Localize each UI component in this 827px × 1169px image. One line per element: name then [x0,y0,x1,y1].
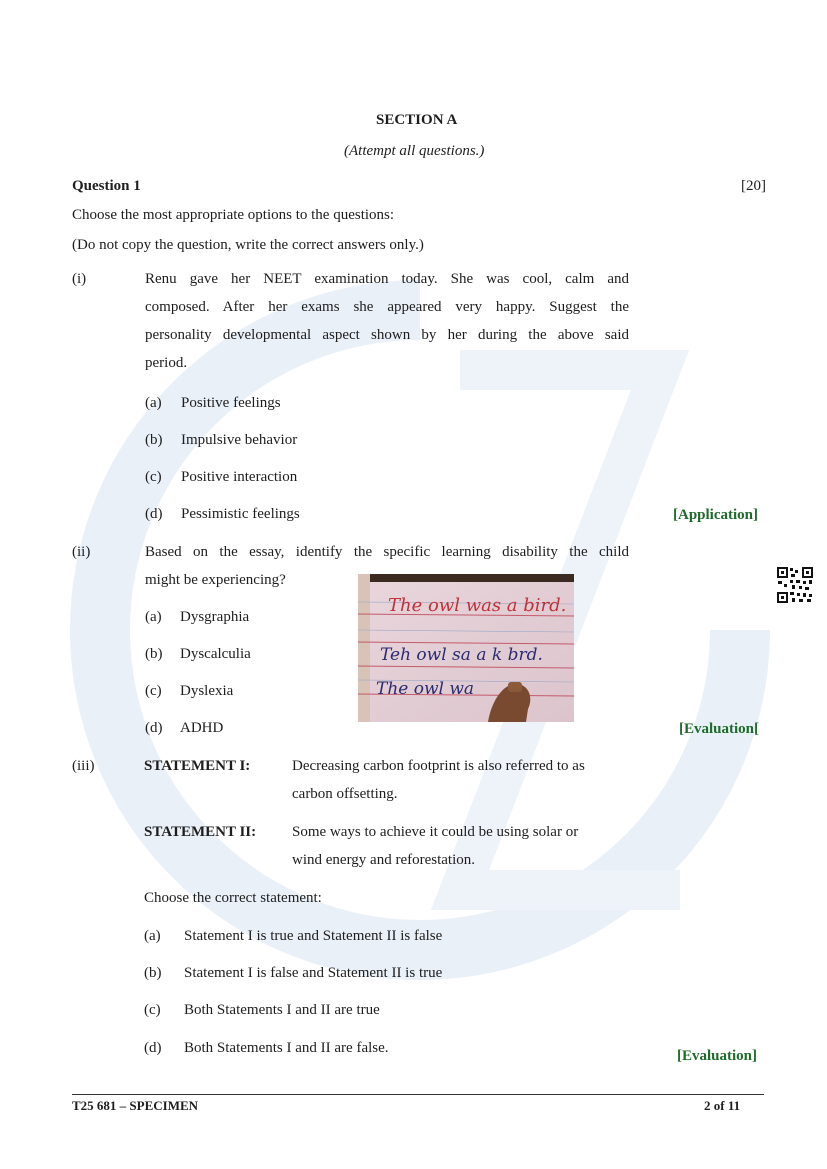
statement-i-text [292,752,629,808]
bloom-tag-evaluation: [Evaluation] [677,1048,758,1064]
option-label: (b) [145,432,163,448]
question-i-line: period. [145,355,188,371]
statement-ii-text [292,818,629,874]
option-label: (b) [145,646,163,662]
question-number-ii: (ii) [72,544,91,560]
question-i-text [145,265,629,377]
section-title: SECTION A [376,112,458,128]
option-label: (c) [145,469,162,485]
question-i-line: personality developmental aspect shown by her during the above said [145,327,629,343]
footer-code: T25 681 – SPECIMEN [72,1098,199,1113]
option-label: (a) [145,395,162,411]
option-label: (d) [144,1040,162,1056]
question-number-iii: (iii) [72,758,95,774]
option-text: Both Statements I and II are false. [184,1040,389,1056]
image-line-1: The owl was a bird. [388,595,567,616]
statement-ii-label: STATEMENT II: [144,824,257,840]
question-number-i: (i) [72,271,87,287]
footer-divider [72,1094,764,1095]
option-text: Dyscalculia [180,646,251,662]
statement-i-label: STATEMENT I: [144,758,251,774]
bloom-tag-application: [Application] [673,507,759,523]
option-label: (b) [144,965,162,981]
option-label: (a) [145,609,162,625]
option-text: Statement I is true and Statement II is false [184,928,443,944]
question-marks: [20] [741,178,766,194]
statement-ii-line: Some ways to achieve it could be using solar or [292,824,579,840]
statement-prompt: Choose the correct statement: [144,890,322,906]
statement-i-line: Decreasing carbon footprint is also referred to as [292,758,585,774]
option-text: Dysgraphia [180,609,250,625]
handwriting-image [358,574,574,722]
option-label: (c) [145,683,162,699]
question-ii-line: might be experiencing? [145,572,286,588]
option-text: Impulsive behavior [181,432,298,448]
handwriting-photo [358,574,574,722]
statement-i-line: carbon offsetting. [292,786,398,802]
qr-code-icon [776,566,814,604]
option-text: ADHD [180,720,224,736]
question-label: Question 1 [72,178,141,194]
instruction-line-1: Choose the most appropriate options to the questions: [72,207,395,223]
statement-ii-line: wind energy and reforestation. [292,852,475,868]
question-i-line: Renu gave her NEET examination today. She was cool, calm and [145,271,629,287]
option-label: (a) [144,928,161,944]
option-text: Dyslexia [180,683,234,699]
option-text: Positive interaction [181,469,298,485]
instruction-line-2: (Do not copy the question, write the correct answers only.) [72,237,424,253]
question-i-line: composed. After her exams she appeared very happy. Suggest the [145,299,629,315]
option-text: Both Statements I and II are true [184,1002,380,1018]
section-subtitle: (Attempt all questions.) [344,143,485,159]
option-text: Statement I is false and Statement II is true [184,965,443,981]
option-label: (d) [145,506,163,522]
option-text: Pessimistic feelings [181,506,300,522]
option-text: Positive feelings [181,395,281,411]
option-label: (c) [144,1002,161,1018]
image-line-2: Teh owl sa a k brd. [380,645,543,665]
option-label: (d) [145,720,163,736]
image-line-3: The owl wa [376,679,475,699]
question-ii-line: Based on the essay, identify the specific learning disability the child [145,544,629,560]
bloom-tag-evaluation: [Evaluation[ [679,721,760,737]
footer-page-number: 2 of 11 [704,1098,741,1113]
